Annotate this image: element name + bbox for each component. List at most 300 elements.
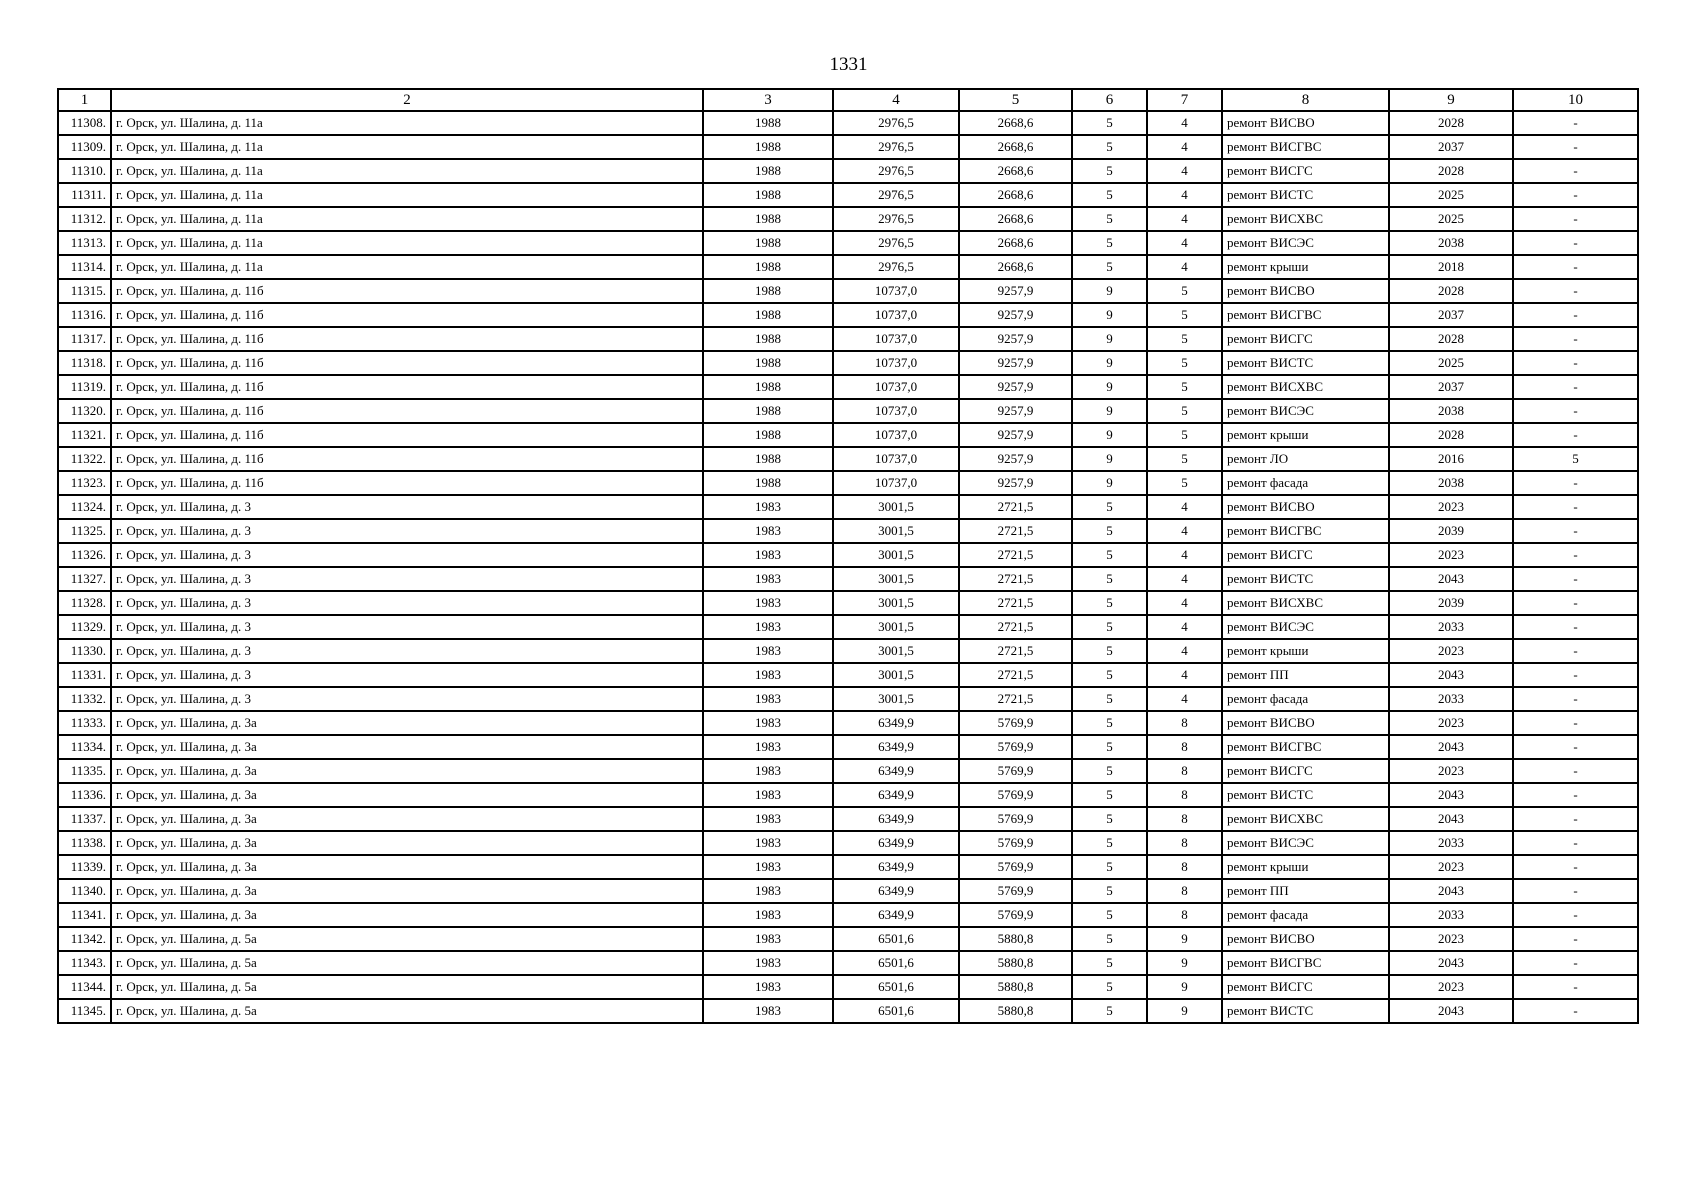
- table-cell-col-7: 4: [1147, 687, 1222, 711]
- table-cell-col-5: 2721,5: [959, 639, 1072, 663]
- table-cell-col-4: 6349,9: [833, 831, 959, 855]
- table-cell-col-10: -: [1513, 423, 1638, 447]
- table-cell-col-4: 10737,0: [833, 279, 959, 303]
- table-cell-col-1: 11345.: [58, 999, 111, 1023]
- table-cell-col-8: ремонт ВИСГВС: [1222, 951, 1389, 975]
- table-cell-col-3: 1983: [703, 999, 833, 1023]
- table-cell-col-10: -: [1513, 855, 1638, 879]
- table-cell-col-7: 4: [1147, 615, 1222, 639]
- table-row: [58, 375, 1638, 399]
- table-row: [58, 135, 1638, 159]
- table-cell-col-8: ремонт фасада: [1222, 903, 1389, 927]
- table-cell-col-5: 5769,9: [959, 735, 1072, 759]
- table-cell-col-10: -: [1513, 495, 1638, 519]
- table-cell-col-9: 2038: [1389, 231, 1513, 255]
- table-cell-col-6: 5: [1072, 903, 1147, 927]
- table-cell-col-2: г. Орск, ул. Шалина, д. 3: [111, 567, 703, 591]
- table-cell-col-1: 11322.: [58, 447, 111, 471]
- table-row: [58, 111, 1638, 135]
- table-cell-col-7: 8: [1147, 807, 1222, 831]
- table-row: [58, 231, 1638, 255]
- table-cell-col-6: 9: [1072, 279, 1147, 303]
- table-cell-col-8: ремонт ВИСГС: [1222, 159, 1389, 183]
- table-cell-col-6: 5: [1072, 759, 1147, 783]
- table-cell-col-7: 5: [1147, 375, 1222, 399]
- table-cell-col-1: 11310.: [58, 159, 111, 183]
- table-cell-col-1: 11323.: [58, 471, 111, 495]
- table-cell-col-1: 11314.: [58, 255, 111, 279]
- table-cell-col-7: 4: [1147, 231, 1222, 255]
- table-cell-col-1: 11317.: [58, 327, 111, 351]
- table-cell-col-3: 1983: [703, 711, 833, 735]
- table-cell-col-7: 5: [1147, 399, 1222, 423]
- table-cell-col-10: -: [1513, 567, 1638, 591]
- table-cell-col-10: -: [1513, 375, 1638, 399]
- table-cell-col-10: -: [1513, 615, 1638, 639]
- table-cell-col-4: 3001,5: [833, 663, 959, 687]
- table-cell-col-7: 4: [1147, 591, 1222, 615]
- table-cell-col-9: 2043: [1389, 879, 1513, 903]
- table-cell-col-5: 5769,9: [959, 783, 1072, 807]
- table-cell-col-3: 1983: [703, 543, 833, 567]
- table-cell-col-10: -: [1513, 831, 1638, 855]
- table-row: [58, 927, 1638, 951]
- table-row: [58, 399, 1638, 423]
- table-row: [58, 255, 1638, 279]
- table-cell-col-2: г. Орск, ул. Шалина, д. 11б: [111, 327, 703, 351]
- table-cell-col-9: 2023: [1389, 927, 1513, 951]
- table-cell-col-2: г. Орск, ул. Шалина, д. 3: [111, 687, 703, 711]
- table-cell-col-3: 1983: [703, 687, 833, 711]
- table-cell-col-4: 6501,6: [833, 951, 959, 975]
- table-cell-col-9: 2033: [1389, 903, 1513, 927]
- table-cell-col-8: ремонт ПП: [1222, 663, 1389, 687]
- table-cell-col-2: г. Орск, ул. Шалина, д. 11б: [111, 423, 703, 447]
- table-cell-col-9: 2018: [1389, 255, 1513, 279]
- table-row: [58, 999, 1638, 1023]
- table-header: [58, 89, 1638, 111]
- table-cell-col-3: 1988: [703, 255, 833, 279]
- table-cell-col-3: 1983: [703, 591, 833, 615]
- table-cell-col-7: 9: [1147, 927, 1222, 951]
- table-cell-col-5: 2668,6: [959, 231, 1072, 255]
- table-cell-col-5: 9257,9: [959, 471, 1072, 495]
- table-row: [58, 183, 1638, 207]
- table-cell-col-9: 2023: [1389, 711, 1513, 735]
- table-cell-col-2: г. Орск, ул. Шалина, д. 3а: [111, 855, 703, 879]
- table-cell-col-10: -: [1513, 183, 1638, 207]
- table-cell-col-5: 5769,9: [959, 855, 1072, 879]
- table-cell-col-10: 5: [1513, 447, 1638, 471]
- table-cell-col-4: 10737,0: [833, 471, 959, 495]
- table-cell-col-8: ремонт ЛО: [1222, 447, 1389, 471]
- table-cell-col-2: г. Орск, ул. Шалина, д. 11а: [111, 207, 703, 231]
- table-row: [58, 615, 1638, 639]
- table-cell-col-8: ремонт ВИСГВС: [1222, 135, 1389, 159]
- table-cell-col-4: 3001,5: [833, 591, 959, 615]
- table-cell-col-3: 1983: [703, 951, 833, 975]
- table-cell-col-1: 11312.: [58, 207, 111, 231]
- table-cell-col-9: 2023: [1389, 975, 1513, 999]
- table-cell-col-5: 2668,6: [959, 135, 1072, 159]
- table-cell-col-8: ремонт ВИСГВС: [1222, 303, 1389, 327]
- table-cell-col-1: 11344.: [58, 975, 111, 999]
- table-cell-col-9: 2043: [1389, 999, 1513, 1023]
- column-header-5: 5: [959, 89, 1072, 111]
- table-cell-col-1: 11337.: [58, 807, 111, 831]
- table-cell-col-3: 1983: [703, 903, 833, 927]
- table-row: [58, 351, 1638, 375]
- table-cell-col-6: 5: [1072, 543, 1147, 567]
- table-cell-col-1: 11328.: [58, 591, 111, 615]
- table-cell-col-7: 8: [1147, 831, 1222, 855]
- table-cell-col-8: ремонт ВИСТС: [1222, 183, 1389, 207]
- table-cell-col-7: 5: [1147, 471, 1222, 495]
- table-cell-col-1: 11340.: [58, 879, 111, 903]
- table-cell-col-2: г. Орск, ул. Шалина, д. 11а: [111, 183, 703, 207]
- table-row: [58, 687, 1638, 711]
- table-cell-col-1: 11319.: [58, 375, 111, 399]
- table-row: [58, 903, 1638, 927]
- table-cell-col-2: г. Орск, ул. Шалина, д. 11а: [111, 255, 703, 279]
- table-cell-col-8: ремонт ВИСТС: [1222, 999, 1389, 1023]
- table-cell-col-4: 6349,9: [833, 711, 959, 735]
- table-cell-col-1: 11311.: [58, 183, 111, 207]
- table-cell-col-8: ремонт ВИСВО: [1222, 711, 1389, 735]
- table-cell-col-6: 5: [1072, 135, 1147, 159]
- table-cell-col-4: 6349,9: [833, 879, 959, 903]
- table-row: [58, 279, 1638, 303]
- table-cell-col-1: 11338.: [58, 831, 111, 855]
- table-row: [58, 735, 1638, 759]
- table-cell-col-3: 1988: [703, 375, 833, 399]
- table-cell-col-3: 1983: [703, 831, 833, 855]
- table-cell-col-8: ремонт ВИСГВС: [1222, 519, 1389, 543]
- table-cell-col-6: 5: [1072, 855, 1147, 879]
- table-cell-col-6: 9: [1072, 303, 1147, 327]
- table-cell-col-3: 1988: [703, 135, 833, 159]
- table-cell-col-2: г. Орск, ул. Шалина, д. 3: [111, 543, 703, 567]
- table-cell-col-7: 9: [1147, 951, 1222, 975]
- table-cell-col-6: 5: [1072, 687, 1147, 711]
- table-row: [58, 303, 1638, 327]
- table-cell-col-4: 10737,0: [833, 327, 959, 351]
- table-cell-col-4: 6501,6: [833, 927, 959, 951]
- table-cell-col-9: 2023: [1389, 495, 1513, 519]
- table-cell-col-5: 2668,6: [959, 183, 1072, 207]
- table-cell-col-6: 5: [1072, 255, 1147, 279]
- table-cell-col-8: ремонт ВИСГС: [1222, 543, 1389, 567]
- table-cell-col-6: 9: [1072, 423, 1147, 447]
- table-cell-col-7: 8: [1147, 879, 1222, 903]
- table-cell-col-2: г. Орск, ул. Шалина, д. 3а: [111, 711, 703, 735]
- table-cell-col-3: 1988: [703, 303, 833, 327]
- table-cell-col-5: 2668,6: [959, 255, 1072, 279]
- table-cell-col-6: 5: [1072, 711, 1147, 735]
- table-cell-col-7: 5: [1147, 351, 1222, 375]
- table-cell-col-1: 11318.: [58, 351, 111, 375]
- table-cell-col-10: -: [1513, 687, 1638, 711]
- table-cell-col-9: 2033: [1389, 615, 1513, 639]
- table-cell-col-7: 4: [1147, 543, 1222, 567]
- table-cell-col-5: 2721,5: [959, 567, 1072, 591]
- table-cell-col-3: 1988: [703, 207, 833, 231]
- table-cell-col-5: 5769,9: [959, 711, 1072, 735]
- column-header-3: 3: [703, 89, 833, 111]
- table-cell-col-10: -: [1513, 591, 1638, 615]
- table-cell-col-9: 2025: [1389, 351, 1513, 375]
- column-header-8: 8: [1222, 89, 1389, 111]
- table-cell-col-5: 5880,8: [959, 927, 1072, 951]
- table-cell-col-4: 10737,0: [833, 399, 959, 423]
- table-cell-col-6: 5: [1072, 975, 1147, 999]
- table-cell-col-4: 6349,9: [833, 855, 959, 879]
- table-cell-col-10: -: [1513, 231, 1638, 255]
- table-cell-col-7: 4: [1147, 519, 1222, 543]
- table-cell-col-2: г. Орск, ул. Шалина, д. 3: [111, 615, 703, 639]
- table-row: [58, 975, 1638, 999]
- table-cell-col-4: 2976,5: [833, 207, 959, 231]
- table-row: [58, 855, 1638, 879]
- table-cell-col-4: 3001,5: [833, 567, 959, 591]
- table-cell-col-4: 2976,5: [833, 231, 959, 255]
- table-cell-col-7: 8: [1147, 759, 1222, 783]
- table-cell-col-7: 5: [1147, 279, 1222, 303]
- table-row: [58, 159, 1638, 183]
- table-cell-col-3: 1988: [703, 399, 833, 423]
- table-cell-col-5: 9257,9: [959, 279, 1072, 303]
- table-cell-col-8: ремонт ВИСЭС: [1222, 615, 1389, 639]
- table-row: [58, 759, 1638, 783]
- table-cell-col-5: 5769,9: [959, 831, 1072, 855]
- table-cell-col-7: 4: [1147, 639, 1222, 663]
- table-cell-col-3: 1988: [703, 231, 833, 255]
- table-cell-col-6: 5: [1072, 879, 1147, 903]
- table-cell-col-2: г. Орск, ул. Шалина, д. 11б: [111, 399, 703, 423]
- table-cell-col-5: 5880,8: [959, 999, 1072, 1023]
- table-cell-col-2: г. Орск, ул. Шалина, д. 5а: [111, 927, 703, 951]
- table-cell-col-3: 1983: [703, 927, 833, 951]
- table-cell-col-7: 9: [1147, 999, 1222, 1023]
- table-cell-col-5: 9257,9: [959, 375, 1072, 399]
- table-cell-col-5: 2721,5: [959, 615, 1072, 639]
- table-cell-col-10: -: [1513, 327, 1638, 351]
- table-cell-col-2: г. Орск, ул. Шалина, д. 11б: [111, 375, 703, 399]
- table-cell-col-7: 4: [1147, 111, 1222, 135]
- table-cell-col-8: ремонт ВИСГС: [1222, 327, 1389, 351]
- table-cell-col-5: 5880,8: [959, 951, 1072, 975]
- table-cell-col-1: 11316.: [58, 303, 111, 327]
- table-cell-col-10: -: [1513, 111, 1638, 135]
- table-cell-col-2: г. Орск, ул. Шалина, д. 3а: [111, 759, 703, 783]
- column-header-4: 4: [833, 89, 959, 111]
- table-cell-col-1: 11325.: [58, 519, 111, 543]
- table-cell-col-5: 2668,6: [959, 111, 1072, 135]
- table-cell-col-5: 5880,8: [959, 975, 1072, 999]
- table-cell-col-3: 1983: [703, 567, 833, 591]
- table-cell-col-8: ремонт ВИСВО: [1222, 495, 1389, 519]
- table-cell-col-3: 1983: [703, 495, 833, 519]
- table-cell-col-8: ремонт ВИСХВС: [1222, 807, 1389, 831]
- column-header-2: 2: [111, 89, 703, 111]
- table-cell-col-8: ремонт ВИСХВС: [1222, 207, 1389, 231]
- table-cell-col-3: 1983: [703, 735, 833, 759]
- table-cell-col-3: 1988: [703, 423, 833, 447]
- table-cell-col-9: 2028: [1389, 327, 1513, 351]
- table-cell-col-6: 5: [1072, 207, 1147, 231]
- table-cell-col-1: 11308.: [58, 111, 111, 135]
- table-cell-col-2: г. Орск, ул. Шалина, д. 3: [111, 495, 703, 519]
- table-cell-col-7: 4: [1147, 663, 1222, 687]
- table-cell-col-4: 6349,9: [833, 807, 959, 831]
- column-header-7: 7: [1147, 89, 1222, 111]
- table-cell-col-3: 1988: [703, 447, 833, 471]
- table-cell-col-9: 2023: [1389, 759, 1513, 783]
- table-cell-col-6: 5: [1072, 159, 1147, 183]
- table-cell-col-7: 4: [1147, 135, 1222, 159]
- table-cell-col-4: 2976,5: [833, 135, 959, 159]
- table-cell-col-5: 5769,9: [959, 807, 1072, 831]
- table-cell-col-8: ремонт ВИСЭС: [1222, 831, 1389, 855]
- table-cell-col-4: 10737,0: [833, 351, 959, 375]
- table-cell-col-9: 2033: [1389, 831, 1513, 855]
- table-cell-col-6: 5: [1072, 639, 1147, 663]
- table-cell-col-10: -: [1513, 351, 1638, 375]
- table-cell-col-2: г. Орск, ул. Шалина, д. 11а: [111, 135, 703, 159]
- table-cell-col-6: 5: [1072, 735, 1147, 759]
- table-cell-col-3: 1983: [703, 975, 833, 999]
- table-cell-col-3: 1983: [703, 519, 833, 543]
- table-cell-col-5: 5769,9: [959, 759, 1072, 783]
- table-cell-col-4: 3001,5: [833, 639, 959, 663]
- table-cell-col-10: -: [1513, 975, 1638, 999]
- table-cell-col-4: 6349,9: [833, 759, 959, 783]
- table-row: [58, 591, 1638, 615]
- table-cell-col-1: 11315.: [58, 279, 111, 303]
- table-cell-col-10: -: [1513, 879, 1638, 903]
- table-cell-col-2: г. Орск, ул. Шалина, д. 5а: [111, 975, 703, 999]
- table-cell-col-1: 11342.: [58, 927, 111, 951]
- table-cell-col-3: 1983: [703, 759, 833, 783]
- table-cell-col-6: 9: [1072, 327, 1147, 351]
- table-cell-col-5: 9257,9: [959, 423, 1072, 447]
- column-header-6: 6: [1072, 89, 1147, 111]
- table-cell-col-5: 9257,9: [959, 351, 1072, 375]
- table-cell-col-4: 3001,5: [833, 615, 959, 639]
- table-cell-col-2: г. Орск, ул. Шалина, д. 5а: [111, 951, 703, 975]
- table-cell-col-10: -: [1513, 783, 1638, 807]
- table-cell-col-2: г. Орск, ул. Шалина, д. 3а: [111, 783, 703, 807]
- table-cell-col-9: 2043: [1389, 663, 1513, 687]
- table-cell-col-4: 3001,5: [833, 543, 959, 567]
- table-cell-col-2: г. Орск, ул. Шалина, д. 3а: [111, 807, 703, 831]
- table-cell-col-3: 1988: [703, 351, 833, 375]
- table-cell-col-7: 5: [1147, 447, 1222, 471]
- table-cell-col-5: 2721,5: [959, 687, 1072, 711]
- table-cell-col-5: 5769,9: [959, 879, 1072, 903]
- table-cell-col-9: 2043: [1389, 807, 1513, 831]
- table-cell-col-2: г. Орск, ул. Шалина, д. 3: [111, 519, 703, 543]
- header-row: [58, 89, 1638, 111]
- table-cell-col-2: г. Орск, ул. Шалина, д. 3а: [111, 903, 703, 927]
- table-cell-col-4: 10737,0: [833, 423, 959, 447]
- table-cell-col-7: 5: [1147, 303, 1222, 327]
- table-cell-col-7: 8: [1147, 711, 1222, 735]
- table-cell-col-3: 1988: [703, 183, 833, 207]
- table-cell-col-4: 6501,6: [833, 999, 959, 1023]
- table-cell-col-6: 9: [1072, 471, 1147, 495]
- table-cell-col-6: 5: [1072, 111, 1147, 135]
- table-cell-col-6: 5: [1072, 495, 1147, 519]
- table-cell-col-9: 2023: [1389, 639, 1513, 663]
- table-cell-col-8: ремонт ВИСВО: [1222, 279, 1389, 303]
- table-cell-col-1: 11309.: [58, 135, 111, 159]
- table-row: [58, 567, 1638, 591]
- table-cell-col-5: 2721,5: [959, 663, 1072, 687]
- table-cell-col-6: 5: [1072, 663, 1147, 687]
- table-cell-col-10: -: [1513, 903, 1638, 927]
- table-cell-col-5: 2721,5: [959, 591, 1072, 615]
- table-row: [58, 471, 1638, 495]
- table-row: [58, 639, 1638, 663]
- table-cell-col-3: 1983: [703, 663, 833, 687]
- table-cell-col-6: 5: [1072, 183, 1147, 207]
- table-cell-col-9: 2037: [1389, 135, 1513, 159]
- table-cell-col-4: 10737,0: [833, 375, 959, 399]
- table-cell-col-2: г. Орск, ул. Шалина, д. 3а: [111, 735, 703, 759]
- table-cell-col-2: г. Орск, ул. Шалина, д. 3: [111, 639, 703, 663]
- table-cell-col-10: -: [1513, 399, 1638, 423]
- table-cell-col-9: 2039: [1389, 591, 1513, 615]
- table-cell-col-7: 4: [1147, 207, 1222, 231]
- table-cell-col-4: 2976,5: [833, 111, 959, 135]
- table-cell-col-9: 2038: [1389, 471, 1513, 495]
- table-cell-col-4: 6349,9: [833, 903, 959, 927]
- table-cell-col-3: 1983: [703, 783, 833, 807]
- table-cell-col-8: ремонт ВИСТС: [1222, 567, 1389, 591]
- table-cell-col-1: 11329.: [58, 615, 111, 639]
- table-cell-col-1: 11321.: [58, 423, 111, 447]
- table-cell-col-2: г. Орск, ул. Шалина, д. 11а: [111, 159, 703, 183]
- table-cell-col-4: 6349,9: [833, 735, 959, 759]
- table-cell-col-4: 3001,5: [833, 519, 959, 543]
- table-cell-col-6: 5: [1072, 231, 1147, 255]
- table-cell-col-2: г. Орск, ул. Шалина, д. 11б: [111, 447, 703, 471]
- column-header-10: 10: [1513, 89, 1638, 111]
- table-cell-col-3: 1988: [703, 279, 833, 303]
- table-row: [58, 519, 1638, 543]
- table-cell-col-8: ремонт ВИСЭС: [1222, 399, 1389, 423]
- table-cell-col-1: 11334.: [58, 735, 111, 759]
- table-cell-col-9: 2043: [1389, 735, 1513, 759]
- table-cell-col-2: г. Орск, ул. Шалина, д. 11б: [111, 471, 703, 495]
- table-cell-col-6: 9: [1072, 351, 1147, 375]
- table-cell-col-2: г. Орск, ул. Шалина, д. 5а: [111, 999, 703, 1023]
- table-cell-col-2: г. Орск, ул. Шалина, д. 3а: [111, 879, 703, 903]
- table-cell-col-8: ремонт ВИСГС: [1222, 975, 1389, 999]
- table-cell-col-6: 5: [1072, 519, 1147, 543]
- table-cell-col-10: -: [1513, 927, 1638, 951]
- table-cell-col-8: ремонт ВИСЭС: [1222, 231, 1389, 255]
- table-cell-col-10: -: [1513, 663, 1638, 687]
- table-cell-col-3: 1988: [703, 111, 833, 135]
- table-cell-col-5: 2668,6: [959, 159, 1072, 183]
- table-cell-col-8: ремонт ВИСВО: [1222, 111, 1389, 135]
- table-cell-col-8: ремонт ВИСХВС: [1222, 375, 1389, 399]
- table-cell-col-7: 4: [1147, 255, 1222, 279]
- table-row: [58, 663, 1638, 687]
- table-cell-col-6: 9: [1072, 375, 1147, 399]
